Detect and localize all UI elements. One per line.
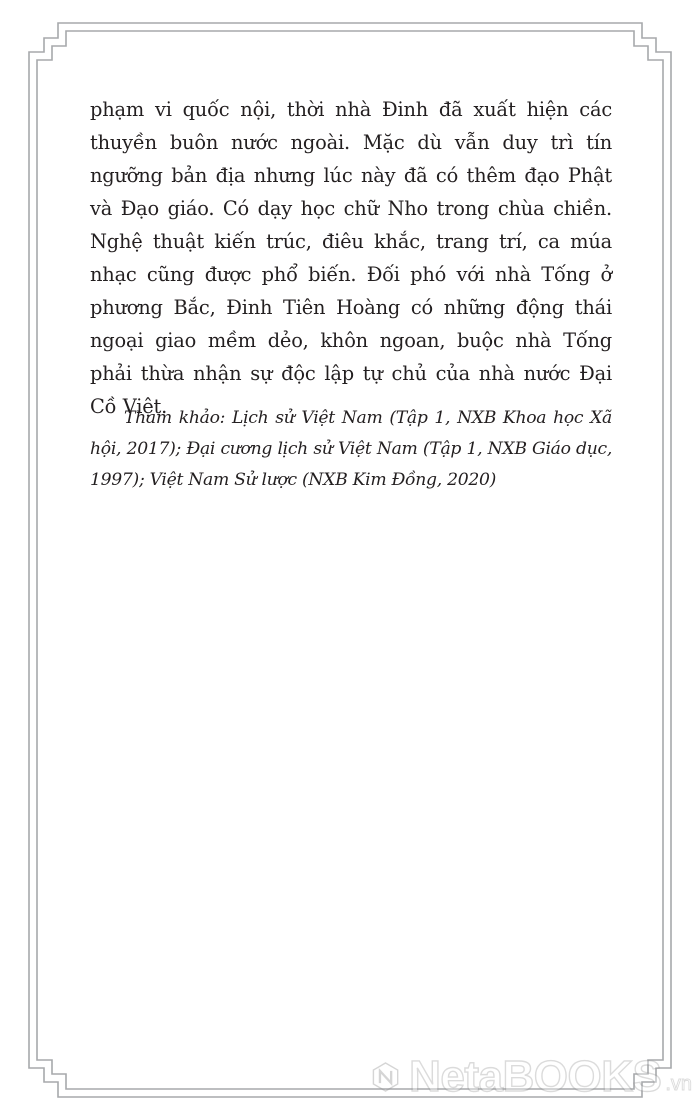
reference-note <box>90 403 612 496</box>
paragraph-line: thừa nhận sự độc lập tự chủ của nhà nước Đại Cồ Việt. <box>90 362 612 418</box>
watermark-suffix: .vn <box>665 1072 692 1095</box>
reference-line: 2017); Đại cương lịch sử Việt Nam (Tập 1, NXB Giáo dục, 1997); <box>90 439 612 490</box>
paragraph-line: thái ngoại giao mềm dẻo, khôn ngoan, buộc nhà Tống phải <box>90 296 613 385</box>
publisher-watermark <box>372 1041 692 1113</box>
paragraph-line: buôn nước ngoài. Mặc dù vẫn duy trì tín ngưỡng bản địa <box>90 131 612 187</box>
body-paragraph <box>90 93 612 423</box>
reference-line: Tham khảo: Lịch sử Việt Nam (Tập 1, NXB Khoa học Xã hội, <box>90 408 612 459</box>
watermark-brand: NetaBOOKS <box>409 1052 662 1101</box>
paragraph-line: phạm vi quốc nội, thời nhà Đinh đã xuất hiện các thuyền <box>90 98 612 154</box>
paragraph-line: nhà Tống ở phương Bắc, Đinh Tiên Hoàng có những động <box>90 263 612 319</box>
reference-line: Việt Nam Sử lược (NXB Kim Đồng, 2020) <box>149 470 497 490</box>
paragraph-line: nhưng lúc này đã có thêm đạo Phật và Đạo giáo. Có dạy học <box>90 164 613 220</box>
paragraph-line: chữ Nho trong chùa chiền. Nghệ thuật kiến trúc, điêu khắc, <box>90 197 612 253</box>
neta-n-hexagon-logo-icon <box>372 1044 399 1110</box>
paragraph-line: trang trí, ca múa nhạc cũng được phổ biến. Đối phó với <box>90 230 613 286</box>
